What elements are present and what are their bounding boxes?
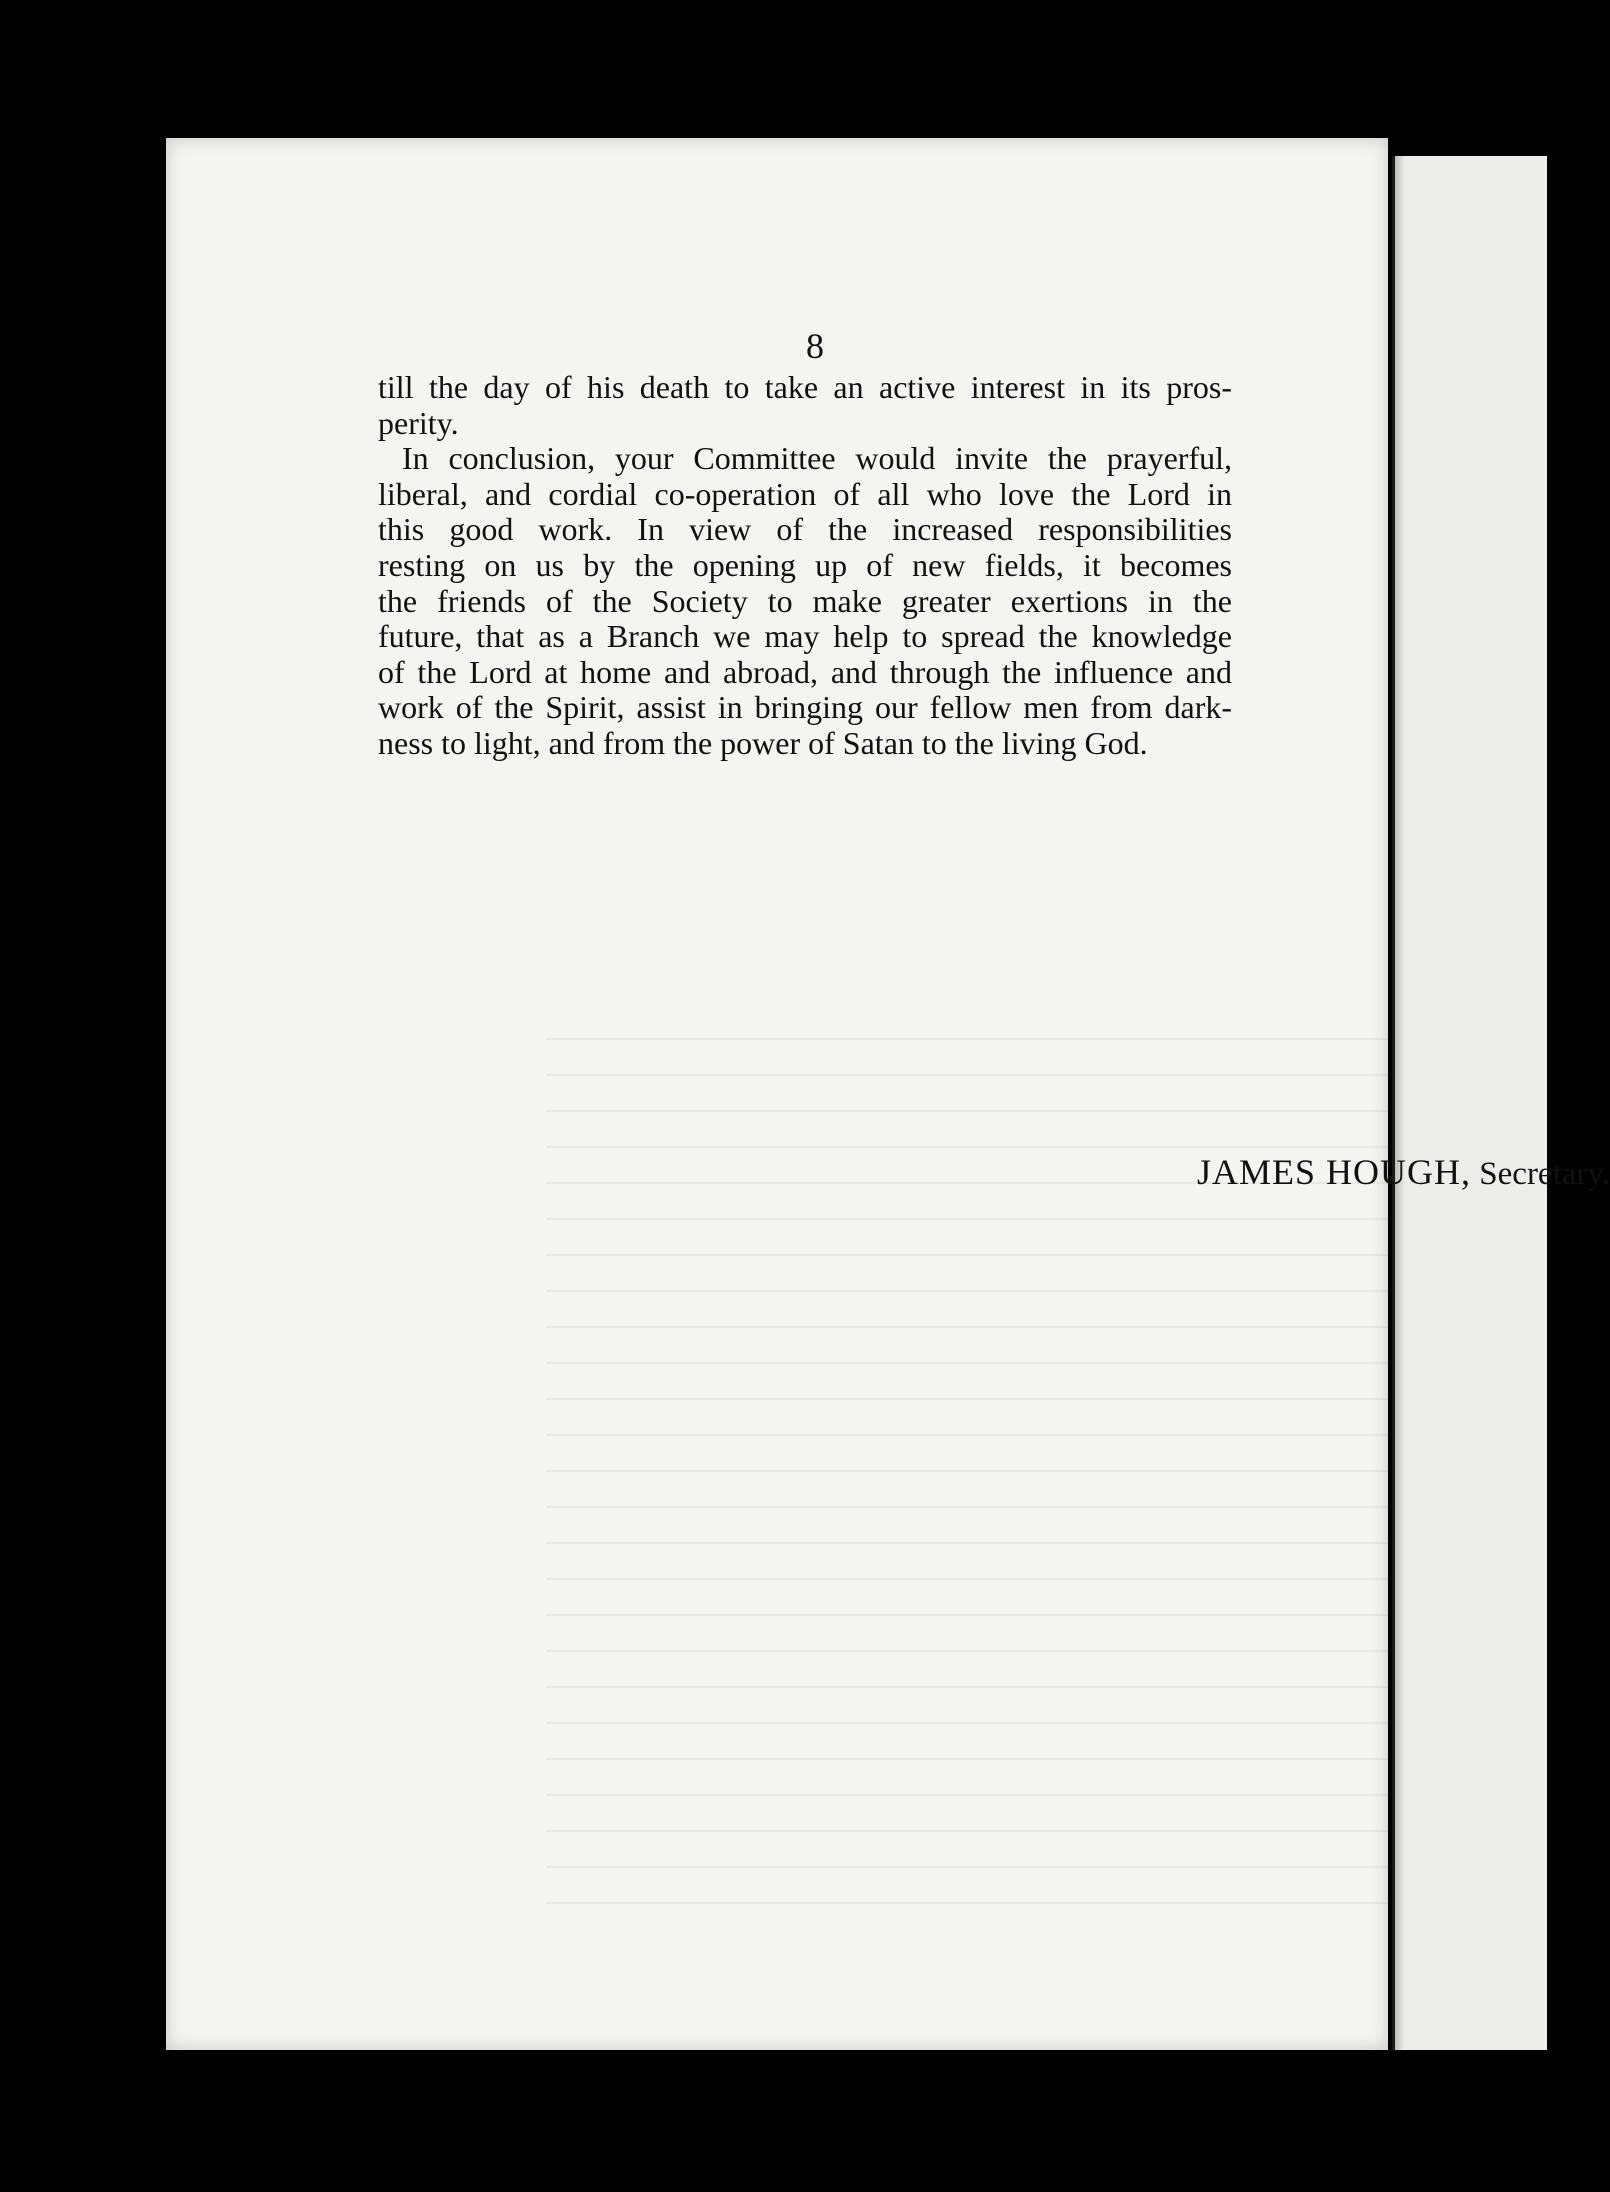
- text-line: of the Lord at home and abroad, and through the influence and: [378, 653, 1232, 690]
- text-line: perity.: [378, 404, 459, 441]
- adjacent-page-edge: [1392, 156, 1547, 2050]
- text-line: till the day of his death to take an active interest in its pros-: [378, 369, 1232, 405]
- text-line: this good work. In view of the increased responsibilities: [378, 511, 1232, 548]
- body-text: [378, 369, 1610, 1192]
- text-line: work of the Spirit, assist in bringing our fellow men from dark-: [378, 689, 1232, 726]
- page-fold-shadow: [1395, 156, 1405, 2050]
- text-line: the friends of the Society to make greater exertions in the: [378, 582, 1232, 619]
- signatory-name: JAMES HOUGH,: [1197, 1152, 1472, 1192]
- page-number: 8: [806, 326, 824, 366]
- text-line: liberal, and cordial co-operation of all who love the Lord in: [378, 475, 1232, 512]
- text-line: In conclusion, your Committee would invite the prayerful,: [402, 440, 1232, 477]
- text-line: resting on us by the opening up of new fields, it becomes: [378, 546, 1232, 583]
- signature-block: [1142, 1152, 1610, 1193]
- text-line: future, that as a Branch we may help to spread the knowledge: [378, 618, 1232, 655]
- text-line: ness to light, and from the power of Satan to the living God.: [378, 724, 1148, 761]
- signatory-title: Secretary.: [1479, 1156, 1610, 1192]
